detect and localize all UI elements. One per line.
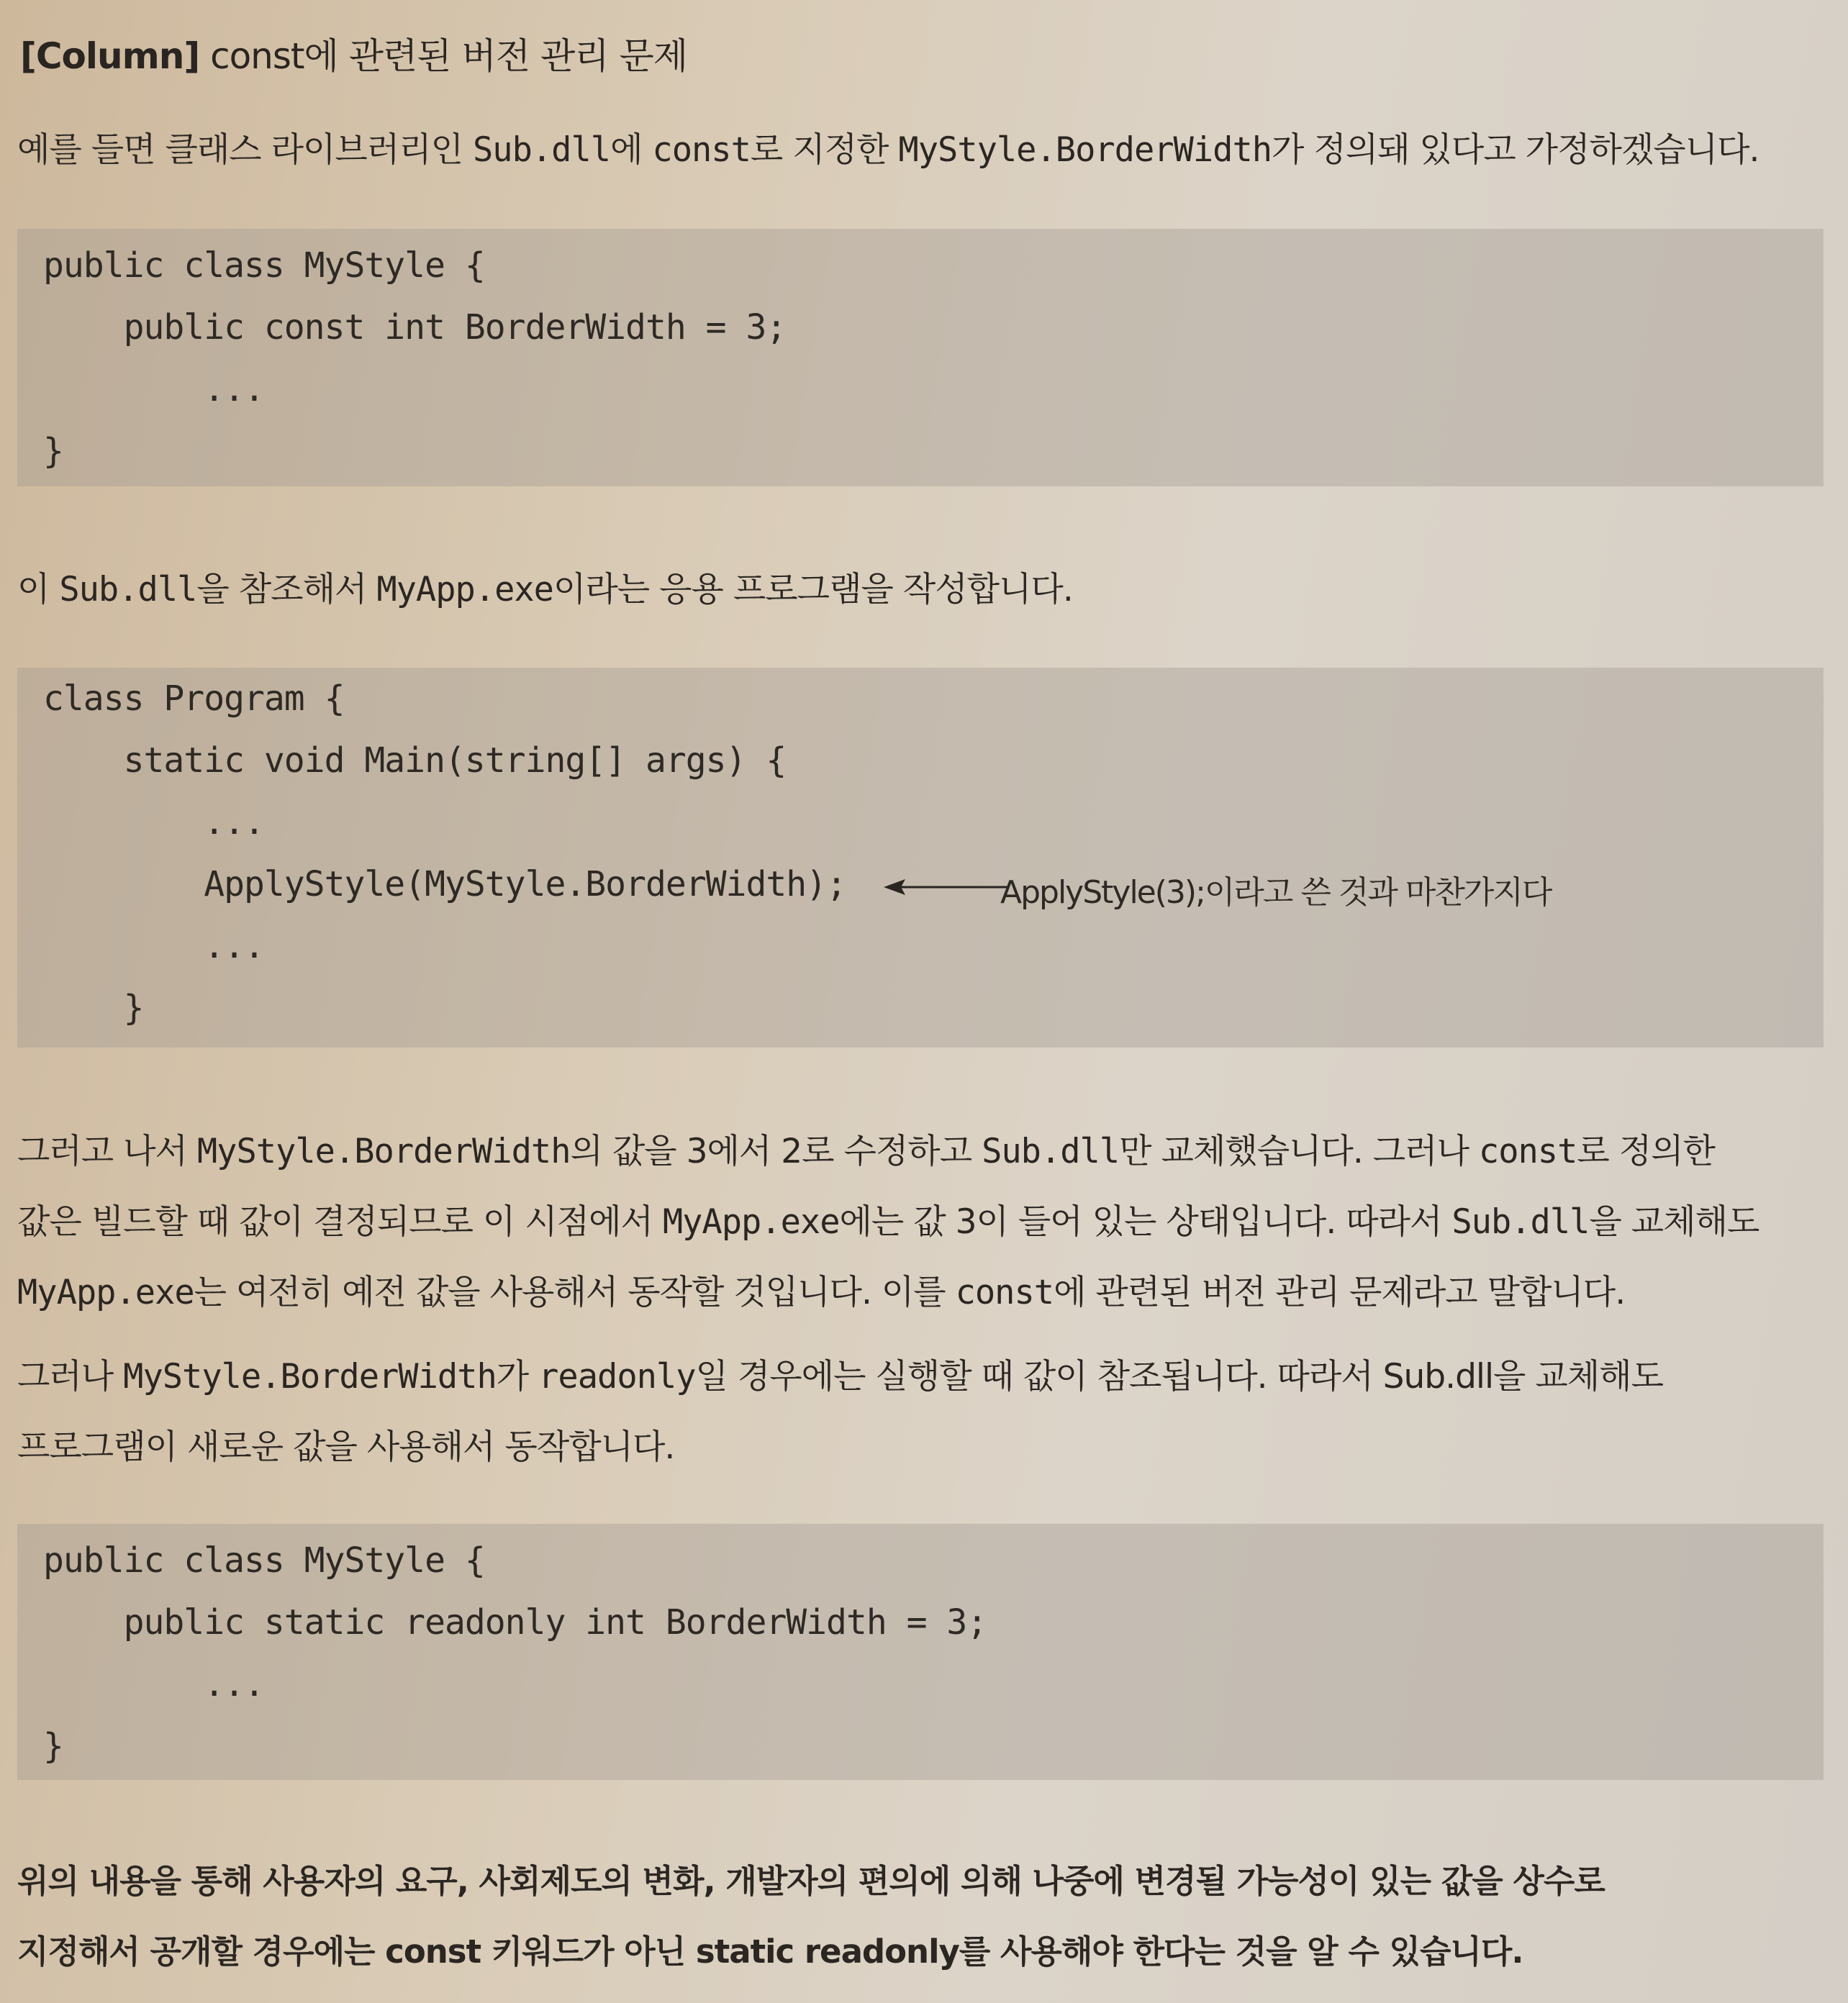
text-line: 그러나 MyStyle.BorderWidth가 readonly일 경우에는 실행할 때 값이 참조됩니다. 따라서 Sub.dll을 교체해도: [17, 1357, 1663, 1396]
code-lines: [43, 668, 846, 1039]
text-line: 위의 내용을 통해 사용자의 요구, 사회제도의 변화, 개발자의 편의에 의해 나중에 변경될 가능성이 있는 값을 상수로: [17, 1862, 1605, 1900]
column-title: const에 관련된 버전 관리 문제: [199, 35, 688, 77]
text-line: 값은 빌드할 때 값이 결정되므로 이 시점에서 MyApp.exe에는 값 3이 들어 있는 상태입니다. 따라서 Sub.dll을 교체해도: [17, 1202, 1759, 1242]
conclusion-paragraph: [17, 1846, 1605, 1987]
text: 을 참조해서: [196, 570, 377, 609]
code-line: static void Main(string[] args) {: [43, 740, 787, 781]
text-line: 그러고 나서 MyStyle.BorderWidth의 값을 3에서 2로 수정하고 Sub.dll만 교체했습니다. 그러나 const로 정의한: [17, 1132, 1715, 1171]
text-line: 지정해서 공개할 경우에는 const 키워드가 아닌 static readonly를 사용해야 한다는 것을 알 수 있습니다.: [17, 1932, 1523, 1971]
code-line: public class MyStyle {: [43, 245, 485, 286]
code-line: public static readonly int BorderWidth = 3;: [43, 1602, 987, 1643]
readonly-paragraph: [17, 1342, 1663, 1483]
mid-paragraph: [17, 555, 1073, 625]
inline-code: const: [652, 130, 751, 170]
text-line: 프로그램이 새로운 값을 사용해서 동작합니다.: [17, 1427, 675, 1467]
code-annotation: ApplyStyle(3);이라고 쓴 것과 마찬가지다: [1000, 874, 1552, 911]
text: 가 정의돼 있다고 가정하겠습니다.: [1272, 130, 1759, 170]
text: 에: [610, 130, 653, 170]
code-line: ApplyStyle(MyStyle.BorderWidth);: [43, 864, 846, 904]
code-line: ...: [43, 369, 264, 409]
intro-paragraph: [17, 115, 1759, 186]
code-line: ...: [43, 802, 264, 842]
code-lines: [43, 235, 786, 482]
text-line: MyApp.exe는 여전히 예전 값을 사용해서 동작할 것입니다. 이를 const에 관련된 버전 관리 문제라고 말합니다.: [17, 1273, 1626, 1312]
text: 예를 들면 클래스 라이브러리인: [17, 130, 473, 170]
left-arrow-icon: [884, 873, 1013, 901]
code-lines: [43, 1530, 987, 1777]
code-line: }: [43, 1726, 63, 1766]
column-heading: [20, 27, 687, 85]
code-line: }: [43, 988, 144, 1028]
code-line: public class MyStyle {: [43, 1540, 485, 1581]
code-block-const: [17, 229, 1824, 486]
inline-code: Sub.dll: [473, 130, 611, 170]
code-block-readonly: [17, 1524, 1824, 1780]
inline-code: MyApp.exe: [376, 570, 553, 609]
code-line: class Program {: [43, 678, 345, 719]
explanation-paragraph: [17, 1117, 1759, 1328]
code-line: }: [43, 431, 63, 471]
text: 로 지정한: [750, 130, 899, 170]
text: 이라는 응용 프로그램을 작성합니다.: [553, 570, 1073, 609]
code-block-program: [17, 668, 1824, 1048]
column-tag: [Column]: [20, 35, 200, 77]
text: 이: [17, 570, 60, 609]
inline-code: MyStyle.BorderWidth: [898, 130, 1272, 170]
inline-code: Sub.dll: [59, 570, 197, 609]
code-line: ...: [43, 926, 264, 966]
code-line: public const int BorderWidth = 3;: [43, 307, 787, 348]
code-line: ...: [43, 1664, 264, 1704]
